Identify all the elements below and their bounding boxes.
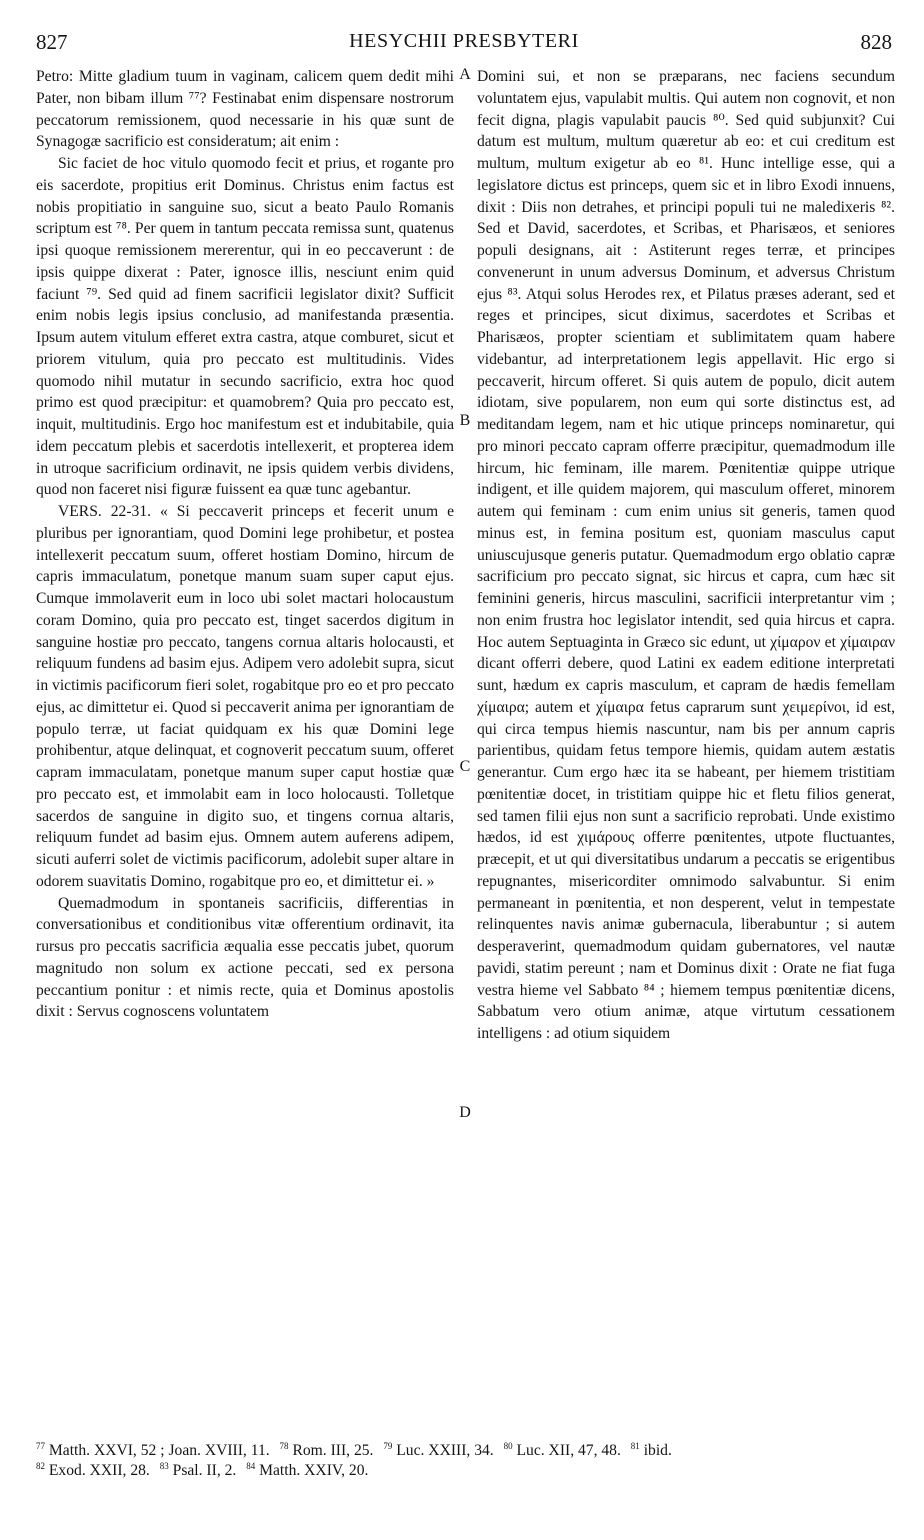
page-number-right: 828 xyxy=(860,30,892,54)
page-number-left: 827 xyxy=(36,30,68,54)
left-paragraph-1: Petro: Mitte gladium tuum in vaginam, calicem quem dedit mihi Pater, non bibam illum ⁷⁷? Festinabat enim dispensare nostrorum peccatorum remissionem, quod necessarie in his quæ sunt de Synagogæ sacrificio est consideratum; ait enim : xyxy=(36,68,454,151)
footnote: $^{78}$ Rom. III, 25. xyxy=(279,1440,374,1459)
right-paragraph-1: Domini sui, et non se præparans, nec faciens secundum voluntatem ejus, vapulabit multis. Qui autem non cognovit, et non fecit digna, plagis vapulabit paucis ⁸⁰. Sed quid subjunxit? Cui datum est multum, multum quæretur ab eo: et cui creditum est multum, multum exigetur ab eo ⁸¹. Hunc intellige esse, qui a legislatore dictus est princeps, quem sic et in libro Exodi innuens, dixit : Diis non detrahes, et principi populi tui ne maledixeris ⁸². Sed et David, sacerdotes, et Scribas, et Pharisæos, et seniores populi designans, ait : Astiterunt reges terræ, et principes convenerunt in unum adversus Dominum, et adversus Christum ejus ⁸³. Atqui solus Herodes rex, et Pilatus præses aderant, sed et reges et principes, sicut diximus, sacerdotes et Scribas et Pharisæos, propter scientiam et sublimitatem quam habere videbantur, ad interpretationem legis appellavit. Hic ergo si peccaverit, hircum offeret. Si quis autem de populo, dicit autem idiotam, sive popularem, non eum qui sorte distinctus est, ad meditandam legem, nam et hic utique princeps nominaretur, qui pro minori peccato capram offerre præcipitur, quemadmodum ille hircum, hic feminam, ille marem. Pœnitentiæ quippe utrique indigent, et ille quidem majorem, qui masculum offeret, minorem autem qui feminam : cum enim unius sit generis, tamen quod minus est, in femina positum est, quoniam masculus caput uniuscujusque generis putatur. Quemadmodum ergo oblatio capræ sacrificium pro peccato signat, sic hircus et capra, cum hæc sit feminini generis, hircus masculini, sacrificii interpretantur vim ; non enim frustra hoc legislator intendit, sed quia hircus et capra. Hoc autem Septuaginta in Græco sic edunt, ut χίμαρον et χίμαιραν dicant offerri debere, quod Latini ex eadem editione interpretati sunt, hædum ex capris masculum, et capram de hædis femellam χίμαιρα; autem et χίμαιρα fetus caprarum sunt χειμερίνοι, id est, qui circa tempus hiemis nascuntur, nam bis per annum capris parientibus, quidam fetus tempore hiemis, quidam autem æstatis generantur. Cum ergo hæc ita se habeant, per hiemem tristitiam pœnitentiæ docet, in tristitiam quippe hic et fletu filios generat, sed tamen filii ejus non sunt a sacrificio reprobati. Unde existimo hædos, id est χιμάρους offerre pœnitentes, utpote fluctuantes, præcepit, et ut qui diversitatibus undarum a peccatis se erigentibus repugnantes, misericorditer omnimodo salvabuntur. Si enim permaneant in pœnitentia, et non desperent, velut in tempestate relinquentes navis animæ gubernacula, liberabuntur ; si autem desperaverint, quemadmodum quidam gubernatores, vel nautæ pavidi, statim pereunt ; nam et Dominus dixit : Orate ne fiat fuga vestra hieme vel Sabbato ⁸⁴ ; hiemem tempus pœnitentiæ dicens, Sabbatum vero otium animæ, atque virtutum cessationem intelligens : ad otium siquidem xyxy=(477,68,895,1042)
footnotes-line-2 xyxy=(36,1461,892,1481)
margin-letter-c: C xyxy=(459,758,471,775)
footnotes-line-1 xyxy=(36,1441,892,1461)
margin-letter-d: D xyxy=(459,1104,471,1121)
left-column xyxy=(36,66,454,1023)
left-paragraph-3: VERS. 22-31. « Si peccaverit princeps et fecerit unum e pluribus per ignorantiam, quod Domini lege prohibetur, et postea intellexerit peccatum suum, offeret hostiam Domino, hircum de capris immaculatum, ponetque manum suam super caput ejus. Cumque immolaverit eum in loco ubi solet mactari holocaustum coram Domino, quia pro peccato est, tinget sacerdos digitum in sanguine hostiæ pro peccato, tangens cornua altaris holocausti, et reliquum fundens ad basim ejus. Adipem vero adolebit supra, sicut in victimis pacificorum fieri solet, rogabitque pro eo et pro peccato ejus, ac dimittetur ei. Quod si peccaverit anima per ignorantiam de populo terræ, ut faciat quidquam ex his quæ Domini lege prohibentur, atque delinquat, et cognoverit peccatum suum, offeret capram immaculatam, ponetque manum super caput hostiæ quæ pro peccato est, et immolabit eam in loco holocausti. Tolletque sacerdos de sanguine in digito suo, et tingens cornua altaris, reliquum fundet ad basim ejus. Omnem autem auferens adipem, sicuti auferri solet de victimis pacificorum, adolebit super altare in odorem suavitatis Domino, rogabitque pro eo, et dimittetur ei. » xyxy=(36,503,454,890)
left-paragraph-2: Sic faciet de hoc vitulo quomodo fecit et prius, et rogante pro eis sacerdote, propitius erit Dominus. Christus enim factus est nobis propitiatio in sanguine suo, sicut a beato Paulo Romanis scriptum est ⁷⁸. Per quem in tantum peccata remissa sunt, quatenus ipsi quoque remissionem mererentur, qui in eo peccaverunt : de ipsis quippe dixerat : Pater, ignosce illis, nesciunt enim quid faciunt ⁷⁹. Sed quid ad finem sacrificii legislator dixit? Sufficit enim nobis legis ipsius conclusio, ad manifestanda præsentia. Ipsum autem vitulum efferet extra castra, atque comburet, sicut et priorem vitulum, quia pro peccato est multitudinis. Vides quomodo nihil mutatur in secundo sacrificio, extra hoc quod primo est quod præcipitur: et quamobrem? Quia pro peccato est, inquit, multitudinis. Ergo hoc manifestum est et indubitabile, quia idem peccatum plebis et sacerdotis intellexerit, et propterea idem in utroque sacrificium ordinavit, ne ipsis quidem verbis dividens, quod non faceret nisi figuræ fuissent ea quæ tunc agebantur. xyxy=(36,155,454,499)
left-paragraph-4: Quemadmodum in spontaneis sacrificiis, differentias in conversationibus et conditionibus vitæ offerentium ordinavit, ita rursus pro peccatis sacrificia æqualia esse peccatis jubet, quorum magnitudo non solum ex actione peccati, sed ex persona peccantium ponitur : et nimis recte, quia et Dominus apostolis dixit : Servus cognoscens voluntatem xyxy=(36,894,454,1021)
footnote: $^{83}$ Psal. II, 2. xyxy=(159,1460,237,1479)
footnote: $^{77}$ Matth. XXVI, 52 ; Joan. XVIII, 11. xyxy=(36,1440,270,1459)
footnote: $^{79}$ Luc. XXIII, 34. xyxy=(383,1440,494,1459)
margin-letter-a: A xyxy=(459,66,471,83)
footnote: $^{82}$ Exod. XXII, 28. xyxy=(36,1460,150,1479)
running-title: HESYCHII PRESBYTERI xyxy=(349,30,579,52)
footnote: $^{84}$ Matth. XXIV, 20. xyxy=(246,1460,369,1479)
margin-letter-b: B xyxy=(459,412,471,429)
footnote: $^{81}$ ibid. xyxy=(630,1440,672,1459)
running-header xyxy=(36,30,892,60)
right-column xyxy=(477,66,895,1045)
footnote: $^{80}$ Luc. XII, 47, 48. xyxy=(503,1440,621,1459)
